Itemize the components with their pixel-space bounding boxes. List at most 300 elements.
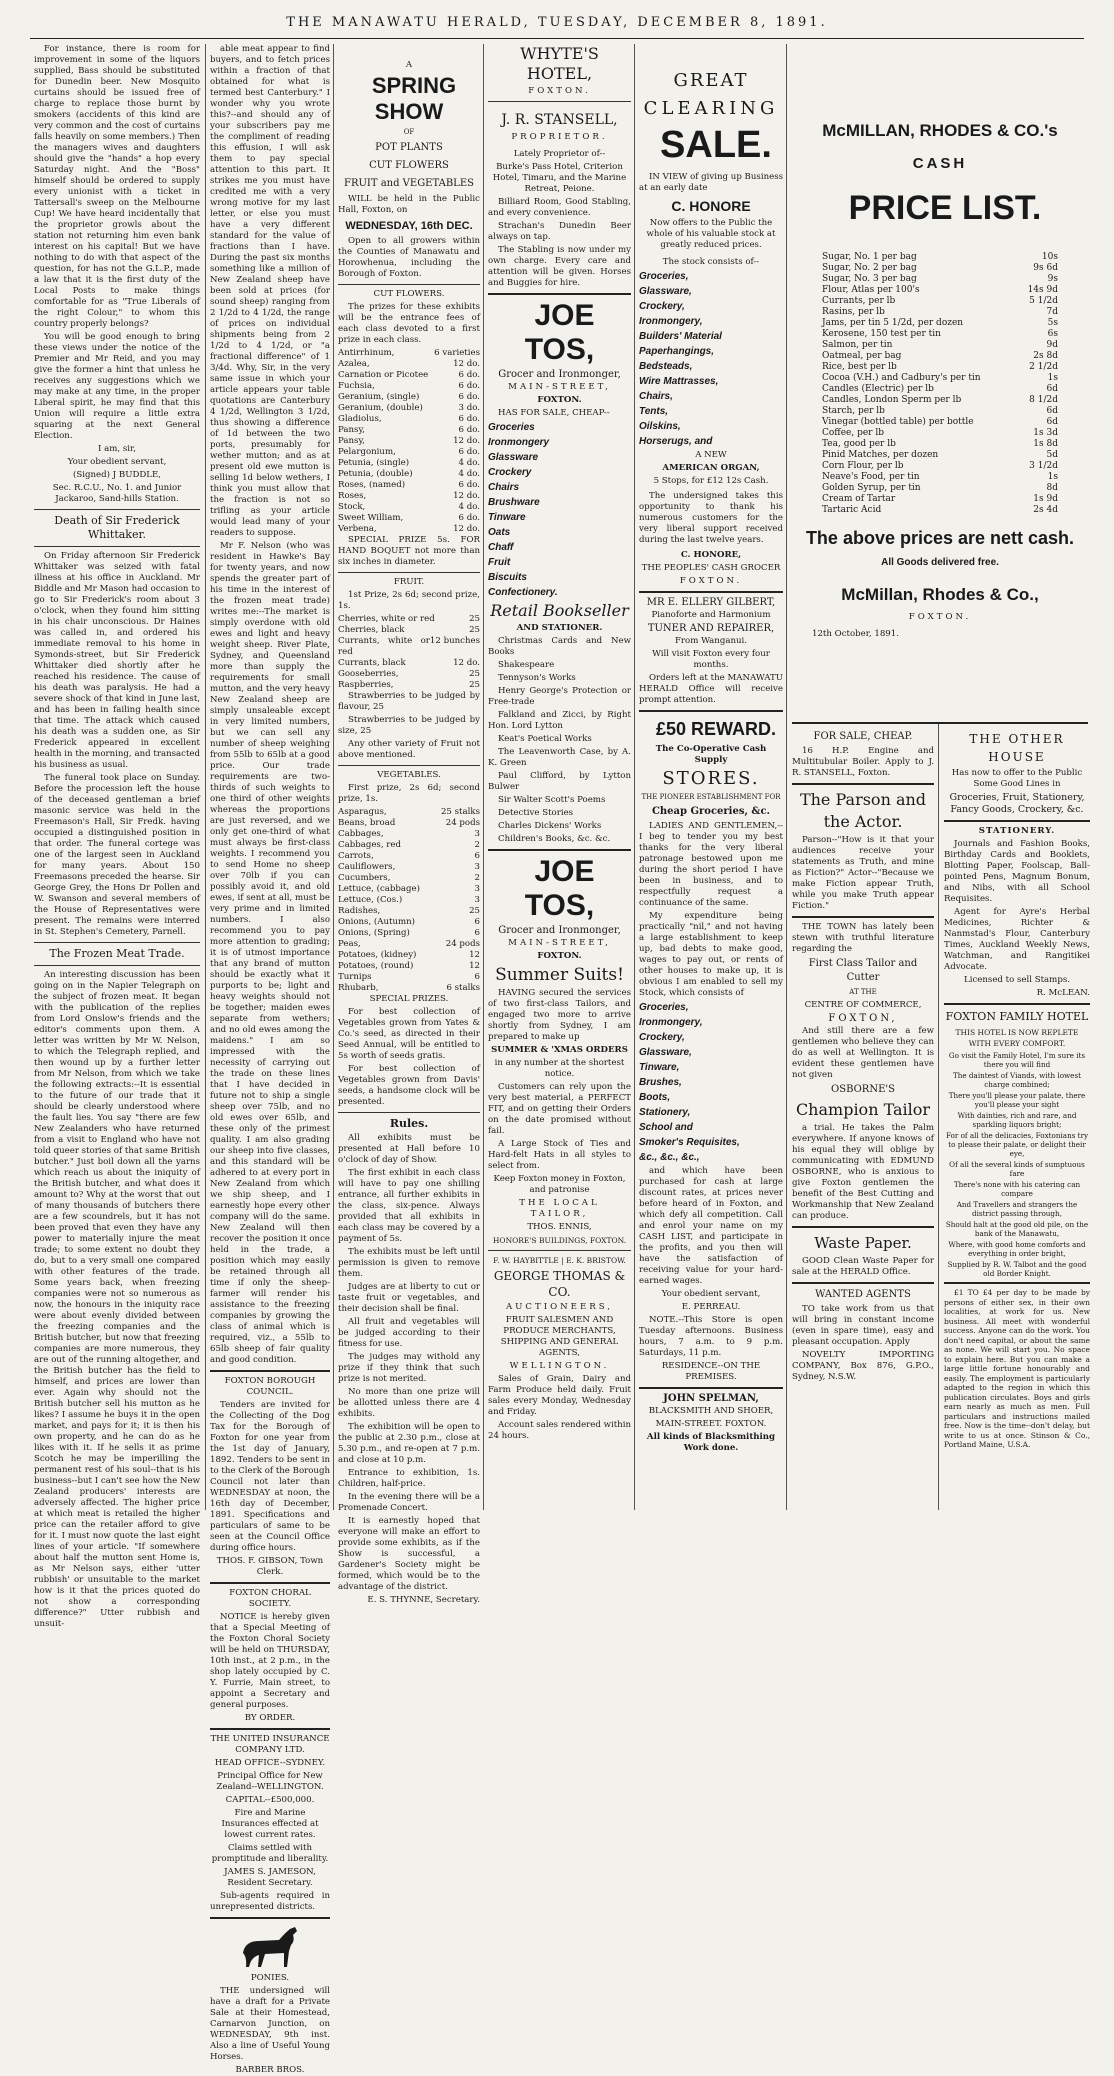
main-street-1: MAIN-STREET,	[508, 382, 611, 392]
veg-row: Lettuce, (cabbage) 3	[338, 884, 480, 894]
shortest-notice: in any number at the shortest notice.	[494, 1058, 625, 1079]
goods-item: Biscuits	[488, 572, 527, 583]
clearing: CLEARING	[643, 98, 779, 119]
stock-item: Paperhangings,	[639, 346, 715, 357]
hotel-proprietor-name: J. R. STANSELL,	[501, 112, 618, 128]
veg-row: Potatoes, (kidney) 12	[338, 950, 480, 960]
price-row: Flour, Atlas per 100's 14s 9d	[822, 285, 1058, 295]
book-item: The Leavenworth Case, by A. K. Green	[488, 747, 631, 768]
insurance-claims: Claims settled with promptitude and liberality.	[211, 1843, 329, 1864]
thos-ennis: THOS. ENNIS,	[527, 1222, 592, 1232]
veg-row: Radishes, 25	[338, 906, 480, 916]
book-item: Keat's Poetical Works	[498, 734, 592, 744]
veg-row: Cucumbers, 2	[338, 873, 480, 883]
main-street-2: MAIN-STREET,	[508, 938, 611, 948]
insurance-sign: JAMES S. JAMESON, Resident Secretary.	[224, 1867, 316, 1888]
price-row: Tea, good per lb 1s 8d	[822, 439, 1058, 449]
perreau: E. PERREAU.	[681, 1302, 741, 1312]
column-6-lower	[792, 730, 934, 1510]
choral-text: NOTICE is hereby given that a Special Meeting of the Foxton Choral Society will be held on THURSDAY, 10th inst., at 2 p.m., in the shop lately occupied by C. Y. Furrie, Main street, to appoint a Secretary and general purposes.	[210, 1612, 330, 1710]
goods-item: Brushware	[488, 497, 540, 508]
stock-item: Groceries,	[639, 271, 689, 282]
flower-row: Pelargonium, 6 do.	[338, 447, 480, 457]
horse-illustration	[235, 1923, 305, 1971]
for-sale-text: 16 H.P. Engine and Multitubular Boiler. Apply to J. R. STANSELL, Foxton.	[792, 746, 934, 778]
account-sales: Account sales rendered within 24 hours.	[488, 1420, 631, 1441]
rule-item: The exhibition will be open to the public at 2.30 p.m., close at 5.30 p.m., and re-open at 7 p.m. and close at 10 p.m.	[338, 1422, 480, 1465]
book-item: Falkland and Zicci, by Right Hon. Lord Lytton	[488, 710, 631, 731]
keep-money: Keep Foxton money in Foxton, and patronise	[493, 1174, 626, 1195]
book-item: Detective Stories	[498, 808, 574, 818]
pioneer: THE PIONEER ESTABLISHMENT FOR	[641, 793, 781, 801]
licensed: Licensed to sell Stamps.	[964, 975, 1070, 985]
visit-foxton: Will visit Foxton every four months.	[652, 649, 770, 670]
rule-item: Entrance to exhibition, 1s. Children, half-price.	[338, 1468, 480, 1489]
stock-item: Tents,	[639, 406, 669, 417]
goods-item: Groceries	[488, 422, 535, 433]
price-row: Sugar, No. 1 per bag 10s	[822, 252, 1058, 262]
price-row: Currants, per lb 5 1/2d	[822, 296, 1058, 306]
grocer-2: Grocer and Ironmonger,	[498, 925, 621, 936]
novelty-company: NOVELTY IMPORTING COMPANY, Box 876, G.P.O., Sydney, N.S.W.	[792, 1350, 934, 1382]
fruit-salesmen: FRUIT SALESMEN AND PRODUCE MERCHANTS, SHIPPING AND GENERAL AGENTS,	[500, 1315, 619, 1358]
show-held: WILL be held in the Public Hall, Foxton, on	[338, 194, 480, 215]
auctioneers: AUCTIONEERS,	[505, 1302, 614, 1312]
flower-row: Fuchsia, 6 do.	[338, 381, 480, 391]
hotel-lately: Lately Proprietor of--	[513, 149, 606, 159]
veg-row: Turnips 6	[338, 972, 480, 982]
verse-line: Go visit the Family Hotel, I'm sure its there you will find	[948, 1051, 1086, 1069]
hotel-proprietor: PROPRIETOR.	[511, 132, 608, 142]
from-wanganui: From Wanganui.	[674, 636, 748, 646]
rule-item: No more than one prize will be allotted unless there are 4 exhibits.	[338, 1387, 480, 1419]
verse-line: Where, with good home comforts and everything in order bright,	[948, 1240, 1086, 1258]
borough-title: FOXTON BOROUGH COUNCIL.	[224, 1376, 316, 1397]
stock-item: Builders' Material	[639, 331, 722, 342]
stock2-item: &c., &c., &c.,	[639, 1152, 700, 1163]
rule-item: All exhibits must be presented at Hall before 10 o'clock of day of Show.	[338, 1133, 480, 1165]
large-stock: A Large Stock of Ties and Hard-felt Hats in all styles to select from.	[488, 1139, 631, 1171]
price-title: McMILLAN, RHODES & CO.'s	[822, 121, 1058, 140]
column-7	[944, 730, 1090, 1510]
price-row: Candles, London Sperm per lb 8 1/2d	[822, 395, 1058, 405]
ponies-sign: BARBER BROS.	[235, 2065, 305, 2075]
haybittle-bristow: F. W. HAYBITTLE | E. K. BRISTOW.	[493, 1256, 626, 1265]
book-item: Paul Clifford, by Lytton Bulwer	[488, 771, 631, 792]
straw-2: Strawberries to be judged by size, 25	[338, 715, 480, 736]
undersigned-thanks: The undersigned takes this opportunity to thank his numerous customers for the very liberal support received during the last twelve years.	[639, 491, 783, 545]
organ-stops: 5 Stops, for £12 12s Cash.	[653, 476, 769, 486]
stock2-item: Groceries,	[639, 1002, 689, 1013]
coop-cash: The Co-Operative Cash Supply	[655, 744, 767, 765]
flower-row: Carnation or Picotee 6 do.	[338, 370, 480, 380]
champion-tailor: Champion Tailor	[795, 1100, 931, 1119]
book-list	[488, 636, 631, 845]
american-organ: AMERICAN ORGAN,	[662, 463, 760, 473]
xmas-orders: SUMMER & 'XMAS ORDERS	[491, 1045, 628, 1055]
george-thomas: GEORGE THOMAS & CO.	[493, 1269, 626, 1299]
show-line-1: POT PLANTS	[375, 142, 443, 153]
borough-text: Tenders are invited for the Collecting of the Dog Tax for the Borough of Foxton for one year from the 1st day of January, 1892. Tenders to be sent in to the Clerk of the Borough Council not later than WEDNESDAY at noon, the 16th day of December, 1891. Specifications and particulars of same to be seen at the Council Office during office hours.	[210, 1400, 330, 1553]
stock2-item: Ironmongery,	[639, 1017, 703, 1028]
stock-item: Horserugs, and	[639, 436, 713, 447]
delivered-free: All Goods delivered free.	[881, 557, 999, 568]
rule-item: The judges may withold any prize if they think that such prize is not merited.	[338, 1352, 480, 1384]
stock-item: Wire Mattrasses,	[639, 376, 719, 387]
stock2-item: Glassware,	[639, 1047, 692, 1058]
price-row: Corn Flour, per lb 3 1/2d	[822, 461, 1058, 471]
letter-sign-2: (Signed) J BUDDLE,	[73, 470, 161, 480]
price-row: Cocoa (V.H.) and Cadbury's per tin 1s	[822, 373, 1058, 383]
goods-item: Oats	[488, 527, 511, 538]
price-row: Sugar, No. 3 per bag 9s	[822, 274, 1058, 284]
veg-row: Cauliflowers, 3	[338, 862, 480, 872]
other-has: Has now to offer to the Public Some Good Lines in	[951, 768, 1083, 789]
flower-row: Roses, (named) 6 do.	[338, 480, 480, 490]
goods-item: Fruit	[488, 557, 511, 568]
cut-intro: The prizes for these exhibits will be the entrance fees of each class devoted to a first prize in each class.	[338, 302, 480, 345]
grocer-1: Grocer and Ironmonger,	[498, 369, 621, 380]
rule-item: In the evening there will be a Promenade Concert.	[338, 1492, 480, 1513]
veg-row: Rhubarb, 6 stalks	[338, 983, 480, 993]
other-fruit: Any other variety of Fruit not above mentioned.	[338, 739, 480, 760]
stock2-item: Boots,	[639, 1092, 671, 1103]
show-of: OF	[403, 128, 415, 136]
firm-name: McMillan, Rhodes & Co.,	[841, 585, 1039, 604]
wanted-text: TO take work from us that will bring in constant income (even in spare time), easy and pleasant occupation. Apply	[792, 1304, 934, 1347]
flower-row: Pansy, 6 do.	[338, 425, 480, 435]
price-row: Rice, best per lb 2 1/2d	[822, 362, 1058, 372]
rule-item: All fruit and vegetables will be judged according to their fitness for use.	[338, 1317, 480, 1349]
letter-p2: You will be good enough to bring these views under the notice of the Premier and Mr Reid, and you may give the former a hint that unless he receives any suggestions which we may make at any time, in the proper Liberal spirit, he may find that this Union will require a little extra squaring at the next General Election.	[34, 332, 200, 441]
column-4	[488, 44, 631, 1512]
goods-item: Tinware	[488, 512, 526, 523]
column-5	[639, 44, 783, 1512]
reward: £50 REWARD.	[655, 719, 777, 739]
town-text: THE TOWN has lately been stewn with truthful literature regarding the	[792, 922, 934, 954]
still-gentlemen: And still there are a few gentlemen who believe they can do as well at Wellington. It is evident these gentlemen have not given	[792, 1026, 934, 1080]
book-item: Sir Walter Scott's Poems	[498, 795, 606, 805]
rule-item: The exhibits must be left until permission is given to remove them.	[338, 1247, 480, 1279]
flower-row: Petunia, (double) 4 do.	[338, 469, 480, 479]
book-item: Shakespeare	[498, 660, 555, 670]
cheap-groceries: Cheap Groceries, &c.	[651, 806, 771, 817]
ladies-gentlemen: LADIES AND GENTLEMEN,-- I beg to tender you my best thanks for the very liberal patronage bestowed upon me during the short period I have been in business, and to respectfully request a continuance of the same.	[639, 821, 783, 908]
funeral-text: The funeral took place on Sunday. Before the procession left the house of the deceased gentleman a brief masonic service was held in the Freemason's Hall, Sir Fredk. having occupied a distinguished position in that order. The funeral cortege was one of the largest seen in Auckland for many years. About 150 Freemasons preceded the hearse. Sir George Grey, the Hons Dr Pollen and W. Swanson and several members of the House of Representatives were present. The remains were interred in St. Stephen's Cemetery, Parnell.	[34, 773, 200, 937]
waste-text: GOOD Clean Waste Paper for sale at the HERALD Office.	[792, 1256, 934, 1277]
other-house: THE OTHER HOUSE	[969, 732, 1065, 764]
in-view: IN VIEW of giving up Business at an early date	[639, 172, 784, 193]
firm-foxton: FOXTON.	[908, 612, 972, 622]
price-row: Jams, per tin 5 1/2d, per dozen 5s	[822, 318, 1058, 328]
letter-sign-3: Sec. R.C.U., No. 1. and Junior Jackaroo, Sand-hills Station.	[52, 483, 182, 504]
flower-row: Antirrhinum, 6 varieties	[338, 348, 480, 358]
letter-sign-1: Your obedient servant,	[67, 457, 167, 467]
verse-line: There you'll please your palate, there you'll please your sight	[948, 1091, 1086, 1109]
fruit-prize: 1st Prize, 2s 6d; second prize, 1s.	[338, 590, 480, 611]
flower-row: Pansy, 12 do.	[338, 436, 480, 446]
verse-line: Supplied by R. W. Talbot and the good old Border Knight.	[947, 1260, 1087, 1278]
price-row: Rasins, per lb 7d	[822, 307, 1058, 317]
ponies-title: PONIES.	[250, 1973, 290, 1983]
stock2-item: Stationery,	[639, 1107, 691, 1118]
stock-item: Oilskins,	[639, 421, 681, 432]
insurance-title: THE UNITED INSURANCE COMPANY LTD.	[210, 1734, 330, 1755]
book-item: Henry George's Protection or Free-trade	[488, 686, 631, 707]
show-line-2: CUT FLOWERS	[369, 160, 449, 171]
wanted-agents: WANTED AGENTS	[815, 1289, 911, 1300]
ponies-text: THE undersigned will have a draft for a Private Sale at their Homestead, Carnarvon Junction, on WEDNESDAY, 9th inst. Also a line of Useful Young Horses.	[210, 1986, 330, 2062]
store-note: NOTE.--This Store is open Tuesday afternoons. Business hours, 7 a.m. to 9 p.m. Saturdays, 11 p.m.	[639, 1315, 783, 1358]
fruit-title: FRUIT.	[393, 577, 425, 587]
verse-line: And Travellers and strangers the district passing through,	[956, 1200, 1078, 1218]
price-date: 12th October, 1891.	[812, 629, 899, 639]
flower-row: Roses, 12 do.	[338, 491, 480, 501]
fruit-row: Raspberries, 25	[338, 680, 480, 690]
stores: STORES.	[662, 768, 760, 789]
local-tailor: THE LOCAL TAILOR,	[519, 1198, 600, 1219]
hotel-strachan: Strachan's Dunedin Beer always on tap.	[488, 221, 631, 242]
mclean: R. McLEAN.	[1036, 988, 1090, 998]
price-row: Starch, per lb 6d	[822, 406, 1058, 416]
veg-row: Onions, (Autumn) 6	[338, 917, 480, 927]
foxton-2: FOXTON.	[537, 951, 582, 961]
frozen-continued: able meat appear to find buyers, and to fetch prices within a fraction of that obtained for what is termed best Canterbury." I wonder why you wrote this?--and should any of your subscribers pay me the compliment of reading this effusion, I will ask them to pay special attention to this part. It strikes me you must have credited me with a very wrong motive for my last letter, or else you must have a very different standard for the value of fractions than I have. During the past six months something like a million of New Zealand sheep have been sold at prices (for sound sheep) ranging from 2 1/2d to 4 1/2d, the range of prices on individual shipments being from 2 1/2d to 4 1/2d, or "a fractional difference" of 1 3/4d. Why, Sir, in the very same issue in which your article appears your table quotations are Canterbury 4 1/2d, Wellington 3 1/2d, thus showing a difference of 1d between the two ports, presumably for wether mutton; and as at present old ewe mutton is selling 1d below wethers, I think you must allow that the fraction is not so trifling as your article would lead many of your readers to suppose.	[210, 44, 330, 538]
insurance-head: HEAD OFFICE--SYDNEY.	[214, 1758, 326, 1768]
rule-item: It is earnestly hoped that everyone will make an effort to provide some exhibits, as if the Show is successful, a Gardener's Society might be formed, which would be to the advantage of the district.	[338, 1516, 480, 1592]
sales-held: Sales of Grain, Dairy and Farm Produce held daily. Fruit sales every Monday, Wednesday and Friday.	[488, 1374, 631, 1417]
price-row: Pinid Matches, per dozen 5d	[822, 450, 1058, 460]
foxton-1: FOXTON.	[537, 395, 582, 405]
column-2	[210, 44, 330, 2075]
hotel-stabling: The Stabling is now under my own charge. Every care and attention will be given. Horses and Buggies for hire.	[488, 245, 631, 288]
rules-sign: E. S. THYNNE, Secretary.	[367, 1595, 480, 1605]
great: GREAT	[673, 70, 749, 91]
show-a: A	[405, 60, 413, 70]
honore-foxton: FOXTON.	[679, 576, 743, 586]
show-date: WEDNESDAY, 16th DEC.	[345, 220, 473, 232]
book-item: Christmas Cards and New Books	[488, 636, 631, 657]
letter-intro: For instance, there is room for improvement in some of the liquors supplied, Bass should be substituted for Dunedin beer. New Mosquito curtains should be issued free of charge to replace those burnt by smokers (accidents of this kind are very common and the cost of curtains falls heavily on some members.) Then the managers wives and daughters should give the "hands" a hop every Saturday night. And the "Boss" himself should be ordered to supply every unionist with a ticket in Tattersall's sweep on the Melbourne Cup! We have heard incidentally that the proprietor growls about the station not returning him even bank interest on his capital! But we have nothing to do with that aspect of the question, for has not the G.L.P., made a law that it is the first duty of the Local Posts to make things comfortable for as "True Liberals of the right Colour," to whom this country properly belongs?	[34, 44, 200, 329]
all-kinds: All kinds of Blacksmithing Work done.	[646, 1432, 776, 1453]
flower-row: Verbena, 12 do.	[338, 524, 480, 534]
book-item: Children's Books, &c. &c.	[498, 834, 611, 844]
price-list-heading: PRICE LIST.	[848, 189, 1042, 227]
tailor-foxton: FOXTON,	[828, 1013, 898, 1024]
verse-line: There's none with his catering can compare	[953, 1180, 1081, 1198]
replete: THIS HOTEL IS NOW REPLETE WITH EVERY COMFORT.	[955, 1028, 1079, 1048]
customers-rely: Customers can rely upon the very best material, a PERFECT FIT, and on getting their Orders on the date promised without fail.	[488, 1082, 631, 1136]
retail-bookseller: Retail Bookseller	[490, 601, 629, 620]
gilbert: MR E. ELLERY GILBERT,	[646, 597, 776, 608]
goods-item: Glassware	[488, 452, 539, 463]
agent-for: Agent for Ayre's Herbal Medicines, Richter & Nanmstad's Flour, Canterbury Times, Auckland Weekly News, Watchman, and Rangitikei Advocate.	[944, 907, 1090, 972]
joe-tos-1: JOE TOS,	[524, 299, 595, 366]
stock2-item: Brushes,	[639, 1077, 682, 1088]
fruit-row: Cherries, black 25	[338, 625, 480, 635]
price-row: Candles (Electric) per lb 6d	[822, 384, 1058, 394]
has-for-sale: HAS FOR SALE, CHEAP--	[498, 408, 610, 418]
column-3	[338, 44, 480, 1605]
nett-cash: The above prices are nett cash.	[805, 528, 1075, 548]
peoples-cash-grocer: THE PEOPLES' CASH GROCER	[641, 563, 781, 573]
price-list-ad	[792, 120, 1088, 770]
price-cash: CASH	[912, 155, 968, 172]
stock2-item: Smoker's Requisites,	[639, 1137, 740, 1148]
flower-row: Petunia, (single) 4 do.	[338, 458, 480, 468]
insurance-capital: CAPITAL--£500,000.	[225, 1795, 315, 1805]
insurance-agents: Sub-agents required in unrepresented districts.	[210, 1891, 330, 1912]
stock-item: Glassware,	[639, 286, 692, 297]
flower-row: Gladiolus, 6 do.	[338, 414, 480, 424]
a-new: A NEW	[695, 450, 727, 460]
waste-paper: Waste Paper.	[814, 1234, 912, 1252]
price-row: Golden Syrup, per tin 8d	[822, 483, 1058, 493]
verse-line: The daintest of Viands, with lowest charge combined;	[952, 1071, 1082, 1089]
veg-row: Cabbages, 3	[338, 829, 480, 839]
rule-item: Judges are at liberty to cut or taste fruit or vegetables, and their decision shall be final.	[338, 1282, 480, 1314]
death-heading: Death of Sir Frederick Whittaker.	[54, 514, 180, 541]
whyte-hotel: WHYTE'S HOTEL,	[520, 44, 599, 83]
special-prize: SPECIAL PRIZE 5s. FOR HAND BOQUET not more than six inches in diameter.	[338, 535, 480, 567]
fruit-list	[338, 614, 480, 691]
blacksmith: BLACKSMITH AND SHOER,	[648, 1406, 774, 1416]
flower-list	[338, 348, 480, 535]
hotel-billiard: Billiard Room, Good Stabling, and every convenience.	[488, 197, 631, 218]
frozen-heading: The Frozen Meat Trade.	[49, 947, 185, 960]
price-row: Salmon, per tin 9d	[822, 340, 1058, 350]
expenditure: My expenditure being practically "nil," and not having a large establishment to keep up, bad debts to make good, wages to pay out, or rents of other houses to make up, it is obvious I am enabled to sell my Stock, which consists of	[639, 911, 783, 998]
hotel-foxton: FOXTON.	[528, 86, 591, 96]
stationery-title: STATIONERY.	[978, 826, 1056, 836]
journals: Journals and Fashion Books, Birthday Cards and Booklets, Blotting Paper, Foolscap, Ball-pointed Pens, Magnum Bonum, and Nibs, with all School Requisites.	[944, 839, 1090, 904]
choral-title: FOXTON CHORAL SOCIETY.	[229, 1588, 311, 1609]
verse-line: Of all the several kinds of sumptuous fare	[949, 1160, 1085, 1178]
for-sale-title: FOR SALE, CHEAP.	[813, 731, 913, 742]
goods-item: Ironmongery	[488, 437, 550, 448]
price-row: Oatmeal, per bag 2s 8d	[822, 351, 1058, 361]
stock-item: Bedsteads,	[639, 361, 693, 372]
stock2-item: School and	[639, 1122, 693, 1133]
now-offers: Now offers to the Public the whole of his valuable stock at greatly reduced prices.	[646, 218, 776, 250]
veg-row: Potatoes, (round) 12	[338, 961, 480, 971]
price-row: Sugar, No. 2 per bag 9s 6d	[822, 263, 1058, 273]
show-line-3: FRUIT and VEGETABLES	[344, 178, 474, 189]
summer-suits: Summer Suits!	[495, 965, 624, 985]
and-stationer: AND STATIONER.	[516, 623, 603, 633]
veg-row: Beans, broad 24 pods	[338, 818, 480, 828]
veg-title: VEGETABLES.	[377, 770, 441, 780]
price-rows	[822, 252, 1058, 516]
verse-line: For of all the delicacies, Foxtonians try to please their palate, or delight their eye,	[945, 1131, 1089, 1158]
price-row: Vinegar (bottled table) per bottle 6d	[822, 417, 1058, 427]
veg-prize: First prize, 2s 6d; second prize, 1s.	[338, 783, 480, 804]
other-lines: Groceries, Fruit, Stationery, Fancy Goods, Crockery, &c.	[949, 792, 1085, 815]
stock-item: Crockery,	[639, 301, 685, 312]
hotel-lately-2: Burke's Pass Hotel, Criterion Hotel, Timaru, and the Marine Retreat, Peione.	[492, 162, 627, 194]
stock-list-2	[639, 1001, 783, 1164]
goods-item: Chaff	[488, 542, 514, 553]
rules-list	[338, 1133, 480, 1593]
first-class-tailor: First Class Tailor and Cutter	[808, 958, 918, 983]
c-honore: C. HONORE	[671, 198, 751, 214]
flower-row: Sweet William, 6 do.	[338, 513, 480, 523]
family-hotel: FOXTON FAMILY HOTEL	[945, 1010, 1089, 1023]
tuner-repairer: TUNER AND REPAIRER,	[647, 623, 775, 634]
stock-consists: The stock consists of--	[662, 257, 760, 267]
orders-left: Orders left at the MANAWATU HERALD Office will receive prompt attention.	[639, 673, 783, 705]
stock-item: Ironmongery,	[639, 316, 703, 327]
spelman-main: MAIN-STREET. FOXTON.	[655, 1419, 767, 1429]
book-item: Charles Dickens' Works	[498, 821, 602, 831]
centre-commerce: CENTRE OF COMMERCE,	[804, 1000, 922, 1010]
fruit-row: Currants, white or red 12 bunches	[338, 636, 480, 657]
veg-row: Peas, 24 pods	[338, 939, 480, 949]
insurance-fire: Fire and Marine Insurances effected at lowest current rates.	[221, 1808, 319, 1840]
having-secured: HAVING secured the services of two first-class Tailors, and engaged two more to arrive shortly from Sydney, I am prepared to make up	[488, 988, 631, 1042]
parson-text: Parson--"How is it that your audiences receive your statements as Truth, and mine as Fiction?" Actor--"Because we make Fiction appear Truth, while you make Truth appear Fiction."	[792, 835, 934, 911]
honore-buildings: HONORE'S BUILDINGS, FOXTON.	[492, 1236, 627, 1245]
wellington: WELLINGTON.	[509, 1361, 610, 1371]
flower-row: Stock, 4 do.	[338, 502, 480, 512]
pianoforte: Pianoforte and Harmonium	[651, 610, 771, 620]
goods-list	[488, 421, 631, 599]
price-row: Coffee, per lb 1s 3d	[822, 428, 1058, 438]
special-prizes-title: SPECIAL PRIZES.	[369, 994, 449, 1004]
veg-row: Cabbages, red 2	[338, 840, 480, 850]
rule-item: The first exhibit in each class will have to pay one shilling entrance, all further exhibits in the class, six-pence. Always provided that all exhibits in each class may be covered by a payment of 5s.	[338, 1168, 480, 1244]
choral-sign: BY ORDER.	[244, 1713, 296, 1723]
frozen-nelson: Mr F. Nelson (who was resident in Hawke's Bay for twenty years, and now spends the greater part of his time in the interest of the frozen meat trade) writes me:--The market is simply overdone with old ewes and light and heavy weight sheep. River Plate, Sydney, and Queensland more than supply the requirements for small mutton, and the very heavy New Zealand sheep are simply unsaleable except in very limited numbers, but we can sell any number of sheep weighing from 55lb to 65lb at a good price. Our trade requirements are two-thirds of such weights to one third of other weights whereas the proportions are just reversed, and we only get one-third of what must always be first-class weights. I recommend you to send Home no sheep over 70lb if you can possibly avoid it, and old ewes, if sent at all, must be very prime and in limited numbers. I also recommend you to pay more attention to grading; it is of utmost importance that any brand of mutton should be exactly what it purports to be; light and heavy weights should not be together; maiden ewes separate from wethers; and no old ewes among the maidens." I am so impressed with the necessity of carrying out the trade on these lines that I have decided in future not to ship a single sheep over 75lb, and no old ewes over 65lb, and these only of the primest quality. I am also grading our sheep into five classes, and this standard will be adhered to at every port in New Zealand from which we ship sheep, and I earnestly hope every other company will do the same. New Zealand will then recover the position it once held in the trade, a position which may easily be retained through all time if only the sheep-farmer will render his assistance to the freezing companies by growing the class of animal which is required, viz., a 55lb to 65lb sheep of fair quality and good condition.	[210, 541, 330, 1365]
special-prize-1: For best collection of Vegetables grown from Yates & Co.'s seed, as directed in their Seed Annual, will be entitled to 5s worth of seeds gratis.	[338, 1007, 480, 1061]
insurance-nz: Principal Office for New Zealand--WELLINGTON.	[216, 1771, 324, 1792]
veg-row: Carrots, 6	[338, 851, 480, 861]
veg-row: Onions, (Spring) 6	[338, 928, 480, 938]
pounds-ad: £1 TO £4 per day to be made by persons of either sex, in their own localities, at work for us. New business. All meet with wonderful success. Anyone can do the work. You don't need capital, or about the same as none. We will start you. No space to explain here. But you can make a large little fortune honourably and easily. The employment is particularly adapted to the region in which this publication circulates. Boys and girls earn nearly as much as men. Full particulars and instructions mailed free. Now is the time--don't delay, but write to us at once. Stinson & Co., Portland Maine, U.S.A.	[944, 1288, 1090, 1449]
stock2-item: Crockery,	[639, 1032, 685, 1043]
goods-item: Crockery	[488, 467, 532, 478]
frozen-text: An interesting discussion has been going on in the Napier Telegraph on the subject of frozen meat. It began with the publication of the replies from Lord Onslow's friends and the editor's comments upon them. A letter was written by Mr W. Nelson, to which the Telegraph replied, and then wound up by a further letter from Mr Nelson, from which we take the following extracts:--It is essential to the future of our trade that it should be clearly understood where the fault lies. You say "there are few New Zealanders who have returned from a visit to England who have not told queer stories of that same British butcher." Just boil down all the yarns which reach us about the iniquity of the British butcher, and what does it amount to? Why at the worst that out of many thousands of butchers there are a few scoundrels, but it has not been proved that even they have any power to materially injure the meat trade; to some extent no doubt they do, but to a very small one compared with other features of the trade. Some years back, when freezing companies were not so numerous as now, the honours in the iniquity race were about evenly divided between the freezing companies and the British butcher, but now that freezing companies are more numerous, they are out of the running altogether, and the British butcher has the field to himself, and prices are lower than ever. Again why should not the British butcher sell his mutton as he likes? I assume he buys it in the open market, and pays for it; it is then his own property, and he can do as he likes with it. If he sells it as prime Scotch he may be imperilling the permanent rest of his soul--that is his business--but I can't see how the New Zealand producers' interests are adversely affected. The higher price at which meat is retailed the higher price can the retailer afford to give for it. I must now quote the last eight lines of your article. "If somewhere about half the mutton sent Home is, as Mr Nelson says, either 'utter rubbish' or unsuitable to the market how is it that the prices quoted do not show a corresponding difference?" Utter rubbish and unsuit-	[34, 970, 200, 1629]
spring-show-title: SPRING SHOW	[371, 73, 457, 124]
column-1	[34, 44, 200, 1629]
verse-line: With dainties, rich and rare, and sparkling liquors bright;	[957, 1111, 1077, 1129]
flower-row: Geranium, (double) 3 do.	[338, 403, 480, 413]
verse-line: Should halt at the good old pile, on the bank of the Manawatu,	[945, 1220, 1089, 1238]
fruit-row: Currants, black 12 do.	[338, 658, 480, 668]
hotel-verse	[944, 1051, 1090, 1278]
stock-list	[639, 270, 783, 448]
price-row: Neave's Food, per tin 1s	[822, 472, 1058, 482]
price-row: Kerosene, 150 test per tin 6s	[822, 329, 1058, 339]
flower-row: Geranium, (single) 6 do.	[338, 392, 480, 402]
sale: SALE.	[660, 124, 772, 166]
stock2-item: Tinware,	[639, 1062, 680, 1073]
veg-row: Asparagus, 25 stalks	[338, 807, 480, 817]
show-open: Open to all growers within the Counties of Manawatu and Horowhenua, including the Borough of Foxton.	[338, 236, 480, 279]
tailor-trial: a trial. He takes the Palm everywhere. If anyone knows of his equal they will oblige by communicating with EDMUND OSBORNE, who is anxious to give Foxton gentlemen the benefit of the Best Cutting and Workmanship that New Zealand can produce.	[792, 1123, 934, 1221]
flower-row: Azalea, 12 do.	[338, 359, 480, 369]
osborne: OSBORNE'S	[831, 1084, 895, 1095]
straw-1: Strawberries to be judged by flavour, 25	[338, 691, 480, 712]
parson-title: The Parson and the Actor.	[799, 790, 927, 831]
borough-sign: THOS. F. GIBSON, Town Clerk.	[216, 1556, 324, 1577]
book-item: Tennyson's Works	[498, 673, 576, 683]
letter-sign-0: I am, sir,	[98, 444, 136, 454]
veg-row: Lettuce, (Cos.) 3	[338, 895, 480, 905]
price-row: Tartaric Acid 2s 4d	[822, 505, 1058, 515]
special-prize-2: For best collection of Vegetables grown from Davis' seeds, a handsome clock will be presented.	[338, 1064, 480, 1107]
fruit-row: Gooseberries, 25	[338, 669, 480, 679]
